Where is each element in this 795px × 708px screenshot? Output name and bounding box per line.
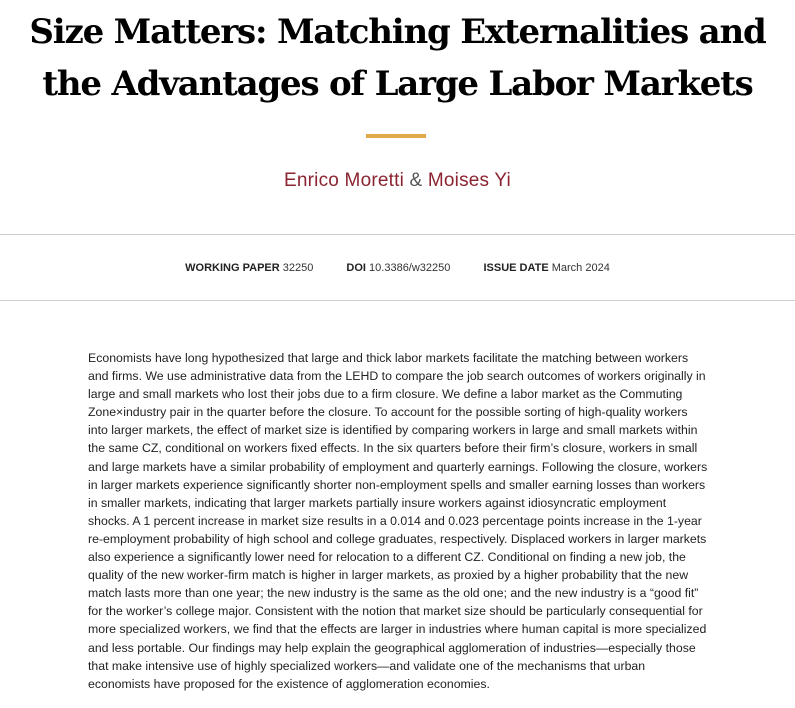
author-link-enrico-moretti[interactable]: Enrico Moretti <box>284 170 405 191</box>
working-paper-number: 32250 <box>282 262 314 274</box>
issue-date-label: ISSUE DATE <box>483 262 549 274</box>
abstract-text: Economists have long hypothesized that large and thick labor markets facilitate the matching between workers and firms. We use administrative data from the LEHD to compare the job search outcomes of workers originally in large and small markets who lost their jobs due to a firm closure. We define a labor market as the Commuting Zone×industry pair in the quarter before the closure. To account for the possible sorting of high-quality workers into larger markets, the effect of market size is identified by comparing workers in large and small markets within the same CZ, conditional on workers fixed effects. In the six quarters before their firm’s closure, workers in small and large markets have a similar probability of employment and quarterly earnings. Following the closure, workers in larger markets experience significantly shorter non-employment spells and smaller earning losses than workers in smaller markets, indicating that larger markets partially insure workers against idiosyncratic employment shocks. A 1 percent increase in market size results in a 0.014 and 0.023 percentage points increase in the 1-year re-employment probability of high school and college graduates, respectively. Displaced workers in larger markets also experience a significantly lower need for relocation to a different CZ. Conditional on finding a new job, the quality of the new worker-firm match is higher in larger markets, as proxied by a higher probability that the new match lasts more than one year; the new industry is the same as the old one; and the new industry is a “good fit” for the worker’s college major. Consistent with the notion that market size should be particularly consequential for more specialized workers, we find that the effects are larger in industries where human capital is more specialized and less portable. Our findings may help explain the geographical agglomeration of industries—especially those that make intensive use of highly specialized workers—and validate one of the mechanisms that urban economists have proposed for the existence of agglomeration economies. <box>88 351 708 691</box>
author-separator: & <box>409 170 423 191</box>
working-paper-label: WORKING PAPER <box>185 262 280 274</box>
doi-meta <box>346 260 450 276</box>
doi-label: DOI <box>346 262 366 274</box>
issue-date-meta <box>483 260 609 276</box>
bottom-divider <box>0 300 795 301</box>
author-link-moises-yi[interactable]: Moises Yi <box>427 170 511 191</box>
issue-date-value: March 2024 <box>551 262 610 274</box>
paper-meta-bar <box>0 260 795 276</box>
working-paper-meta <box>185 260 313 276</box>
doi-value: 10.3386/w32250 <box>369 262 451 274</box>
title-accent-rule <box>366 134 426 138</box>
paper-title: Size Matters: Matching Externalities and the Advantages of Large Labor Markets <box>29 12 766 104</box>
top-divider <box>0 234 795 235</box>
author-list <box>0 169 795 193</box>
